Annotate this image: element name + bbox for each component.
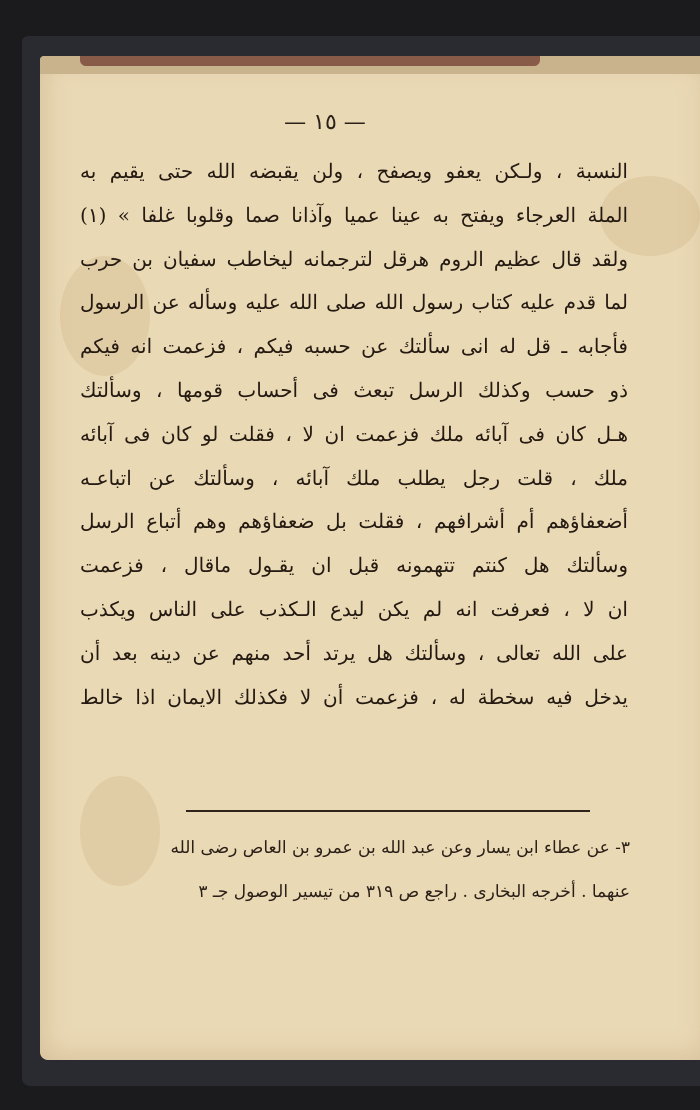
text-line: يدخل فيه سخطة له ، فزعمت أن لا فكذلك الايمان اذا خالط bbox=[80, 684, 628, 709]
footnote bbox=[112, 826, 630, 914]
text-line: على الله تعالى ، وسألتك هل يرتد أحد منهم عن دينه بعد أن bbox=[80, 640, 628, 665]
text-line: ان لا ، فعرفت انه لم يكن ليدع الـكذب على الناس ويكذب bbox=[80, 596, 628, 621]
body-text bbox=[80, 150, 628, 719]
text-line: ذو حسب وكذلك الرسل تبعث فى أحساب قومها ، وسألتك bbox=[80, 377, 628, 402]
text-line: لما قدم عليه كتاب رسول الله صلى الله عليه وسأله عن الرسول bbox=[80, 290, 628, 315]
text-line: هـل كان فى آبائه ملك فزعمت ان لا ، فقلت لو كان فى آبائه bbox=[80, 421, 628, 446]
footnote-divider bbox=[186, 810, 590, 812]
text-line: أضعفاؤهم أم أشرافهم ، فقلت بل ضعفاؤهم وهم أتباع الرسل bbox=[80, 509, 628, 534]
worn-binding-strip bbox=[80, 56, 540, 66]
page-top-edge bbox=[40, 56, 700, 74]
footnote-line: ٣- عن عطاء ابن يسار وعن عبد الله بن عمرو بن العاص رضى الله bbox=[170, 838, 630, 858]
text-line: النسبة ، ولـكن يعفو ويصفح ، ولن يقبضه الله حتى يقيم به bbox=[80, 159, 628, 183]
text-line: الملة العرجاء ويفتح به عينا عميا وآذانا صما وقلوبا غلفا » (١) bbox=[80, 202, 628, 227]
text-line: ولقد قال عظيم الروم هرقل لترجمانه ليخاطب سفيان بن حرب bbox=[80, 246, 628, 271]
footnote-line: عنهما . أخرجه البخارى . راجع ص ٣١٩ من تيسير الوصول جـ ٣ bbox=[198, 882, 630, 902]
text-line: وسألتك هل كنتم تتهمونه قبل ان يقـول ماقال ، فزعمت bbox=[80, 553, 628, 578]
page-number: — ١٥ — bbox=[284, 110, 366, 135]
text-line: فأجابه ـ قل له انى سألتك عن حسبه فيكم ، فزعمت انه فيكم bbox=[80, 334, 628, 359]
text-line: ملك ، قلت رجل يطلب ملك آبائه ، وسألتك عن اتباعـه bbox=[80, 465, 628, 490]
